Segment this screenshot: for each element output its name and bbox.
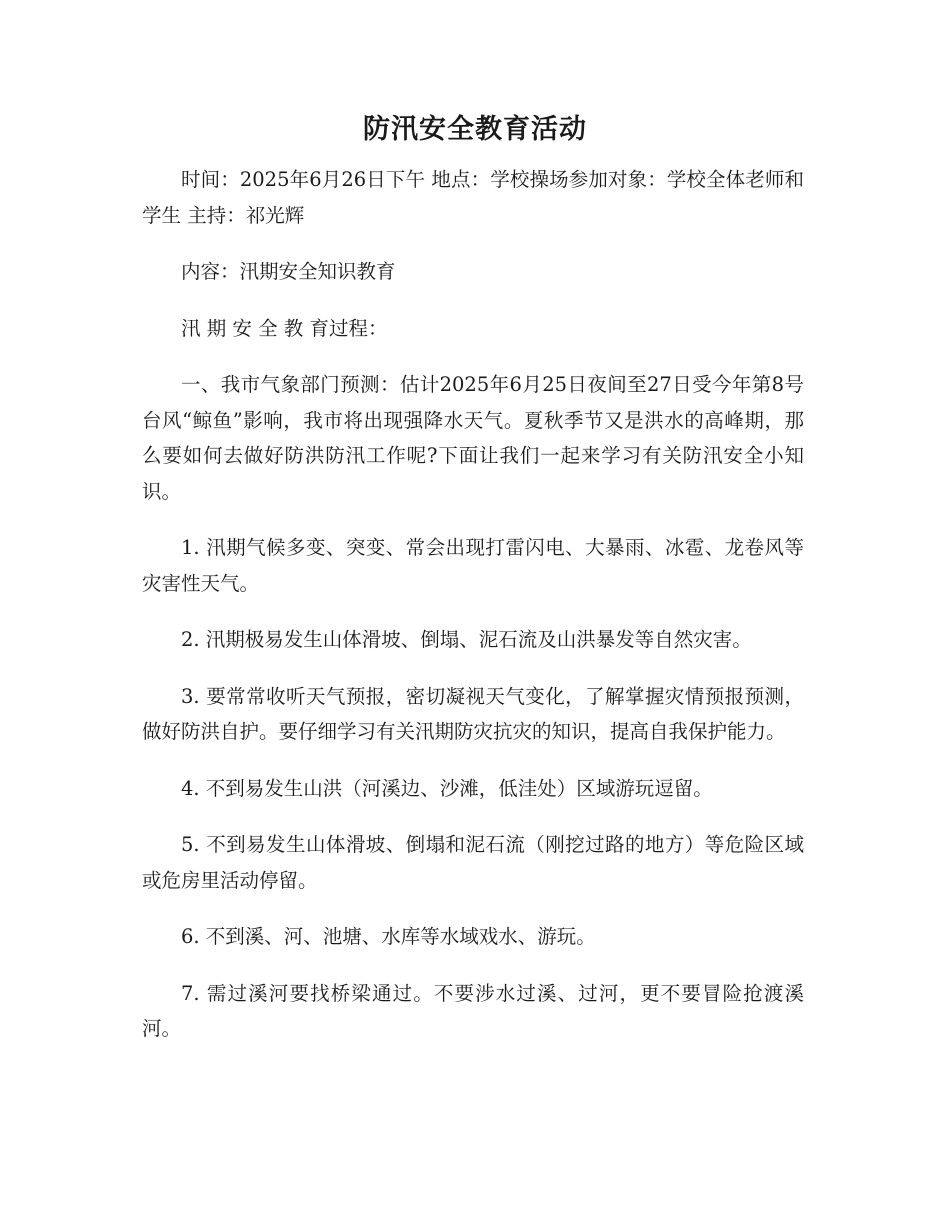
paragraph-content: 内容：汛期安全知识教育 [181,260,396,283]
paragraph-time-place: 时间：2025年6月26日下午 地点：学校操场参加对象：学校全体老师和学生 主持：祁光辉 [142,168,804,227]
document-title: 防汛安全教育活动 [363,114,587,145]
document-body [142,162,804,1068]
list-item-2: 2. 汛期极易发生山体滑坡、倒塌、泥石流及山洪暴发等自然灾害。 [181,628,752,651]
list-item-4: 4. 不到易发生山洪（河溪边、沙滩，低洼处）区域游玩逗留。 [181,776,713,800]
list-item-7: 7. 需过溪河要找桥梁通过。不要涉水过溪、过河，更不要冒险抢渡溪河。 [142,981,804,1040]
list-item-3: 3. 要常常收听天气预报，密切凝视天气变化，了解掌握灾情预报预测，做好防洪自护。要仔细学习有关汛期防灾抗灾的知识，提高自我保护能力。 [142,684,804,743]
list-item-6: 6. 不到溪、河、池塘、水库等水域戏水、游玩。 [181,925,596,948]
paragraph-process: 汛 期 安 全 教 育过程： [181,316,388,340]
list-item-5: 5. 不到易发生山体滑坡、倒塌和泥石流（刚挖过路的地方）等危险区域或危房里活动停留。 [142,833,804,892]
paragraph-forecast: 一、我市气象部门预测：估计2025年6月25日夜间至27日受今年第8号台风“鲸鱼”影响，我市将出现强降水天气。夏秋季节又是洪水的高峰期，那么要如何去做好防洪防汛工作呢?下面让我们一起来学习有关防汛安全小知识。 [142,373,804,503]
list-item-1: 1. 汛期气候多变、突变、常会出现打雷闪电、大暴雨、冰雹、龙卷风等灾害性天气。 [142,536,804,595]
